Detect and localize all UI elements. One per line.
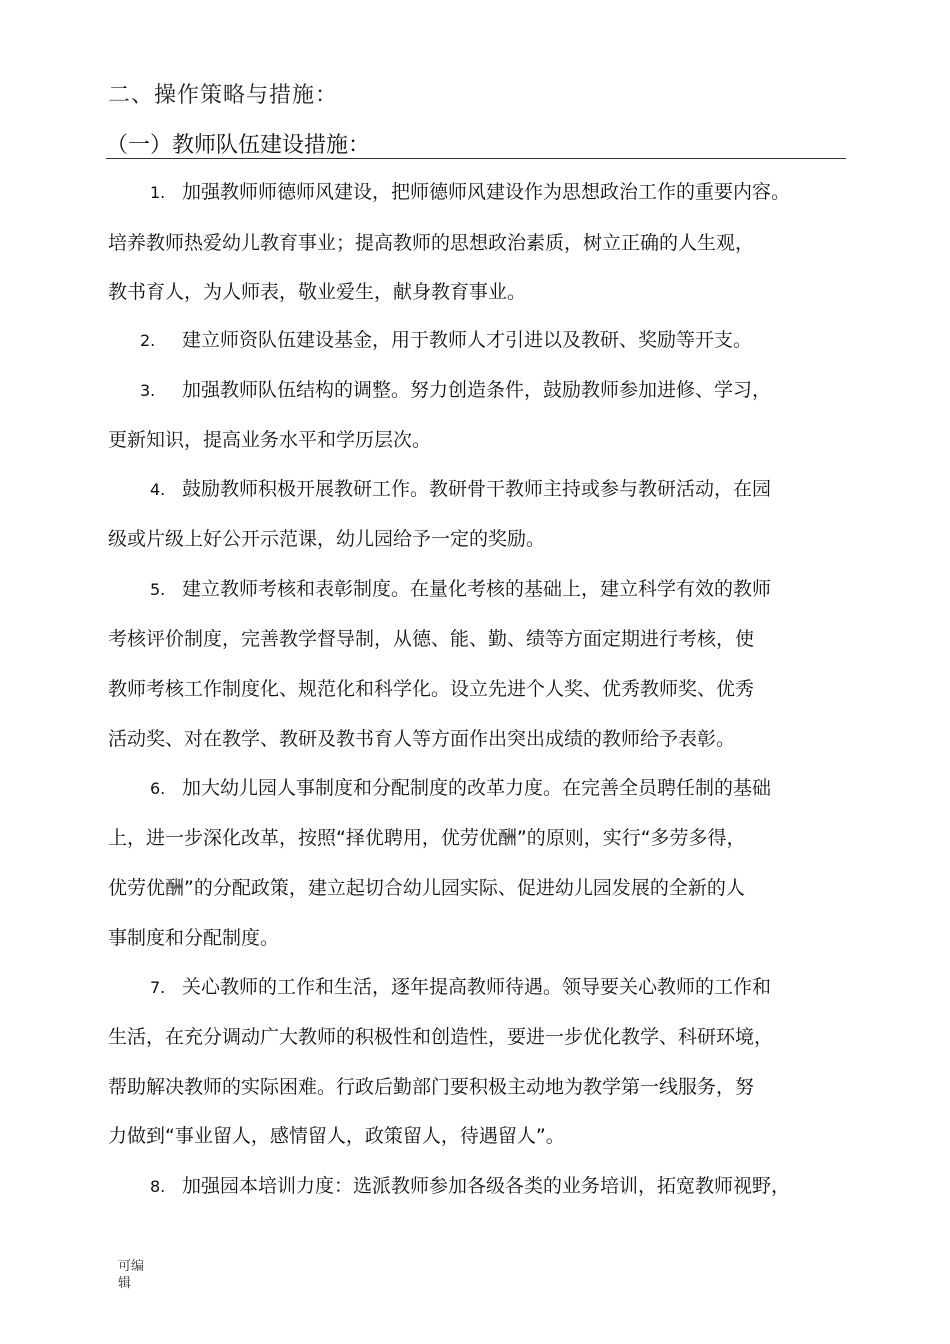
paragraph-line: 加强教师师德师风建设，把师德师风建设作为思想政治工作的重要内容。 xyxy=(182,181,791,203)
section-heading: 二、操作策略与措施： xyxy=(108,83,339,108)
list-item-number: 7. xyxy=(150,978,166,997)
sub-heading: （一）教师队伍建设措施： xyxy=(106,128,846,159)
list-item-number: 5. xyxy=(150,580,166,599)
paragraph-line: 活动奖、对在教学、教研及教书育人等方面作出突出成绩的教师给予表彰。 xyxy=(108,728,736,750)
paragraph-line: 力做到“事业留人，感情留人，政策留人，待遇留人”。 xyxy=(108,1125,565,1147)
list-item-number: 6. xyxy=(150,779,166,798)
list-item-6-first-line xyxy=(150,776,771,801)
list-item-number: 3. xyxy=(140,381,156,400)
paragraph-line: 鼓励教师积极开展教研工作。教研骨干教师主持或参与教研活动，在园 xyxy=(182,478,772,500)
list-item-2-first-line xyxy=(140,328,752,353)
paragraph-line: 建立教师考核和表彰制度。在量化考核的基础上，建立科学有效的教师 xyxy=(182,578,772,600)
paragraph-line: 事制度和分配制度。 xyxy=(108,927,280,949)
paragraph-line: 生活，在充分调动广大教师的积极性和创造性，要进一步优化教学、科研环境， xyxy=(108,1026,774,1048)
list-item-4-first-line xyxy=(150,477,771,502)
list-item-number: 2. xyxy=(140,331,156,350)
paragraph-line: 关心教师的工作和生活，逐年提高教师待遇。领导要关心教师的工作和 xyxy=(182,976,772,998)
list-item-number: 8. xyxy=(150,1177,166,1196)
paragraph-line: 优劳优酬”的分配政策，建立起切合幼儿园实际、促进幼儿园发展的全新的人 xyxy=(108,877,745,899)
paragraph-line: 加强教师队伍结构的调整。努力创造条件，鼓励教师参加进修、学习， xyxy=(182,379,772,401)
paragraph-line: 级或片级上好公开示范课，幼儿园给予一定的奖励。 xyxy=(108,528,546,550)
paragraph-line: 教师考核工作制度化、规范化和科学化。设立先进个人奖、优秀教师奖、优秀 xyxy=(108,678,755,700)
list-item-8-first-line xyxy=(150,1174,790,1199)
paragraph-line: 教书育人，为人师表，敬业爱生，献身教育事业。 xyxy=(108,281,527,303)
paragraph-line: 上，进一步深化改革，按照“择优聘用，优劳优酬”的原则，实行“多劳多得， xyxy=(108,827,746,849)
paragraph-line: 帮助解决教师的实际困难。行政后勤部门要积极主动地为教学第一线服务，努 xyxy=(108,1076,755,1098)
paragraph-line: 建立师资队伍建设基金，用于教师人才引进以及教研、奖励等开支。 xyxy=(182,329,753,351)
list-item-1-first-line xyxy=(150,180,790,205)
paragraph-line: 加大幼儿园人事制度和分配制度的改革力度。在完善全员聘任制的基础 xyxy=(182,777,772,799)
paragraph-line: 加强园本培训力度：选派教师参加各级各类的业务培训，拓宽教师视野， xyxy=(182,1175,791,1197)
list-item-3-first-line xyxy=(140,378,771,403)
list-item-5-first-line xyxy=(150,577,771,602)
list-item-number: 1. xyxy=(150,183,166,202)
paragraph-line: 培养教师热爱幼儿教育事业；提高教师的思想政治素质，树立正确的人生观， xyxy=(108,232,755,254)
paragraph-line: 考核评价制度，完善教学督导制，从德、能、勤、绩等方面定期进行考核，使 xyxy=(108,628,755,650)
list-item-number: 4. xyxy=(150,480,166,499)
footer-editable-note: 可编辑 xyxy=(118,1259,145,1291)
paragraph-line: 更新知识，提高业务水平和学历层次。 xyxy=(108,429,432,451)
list-item-7-first-line xyxy=(150,975,771,1000)
